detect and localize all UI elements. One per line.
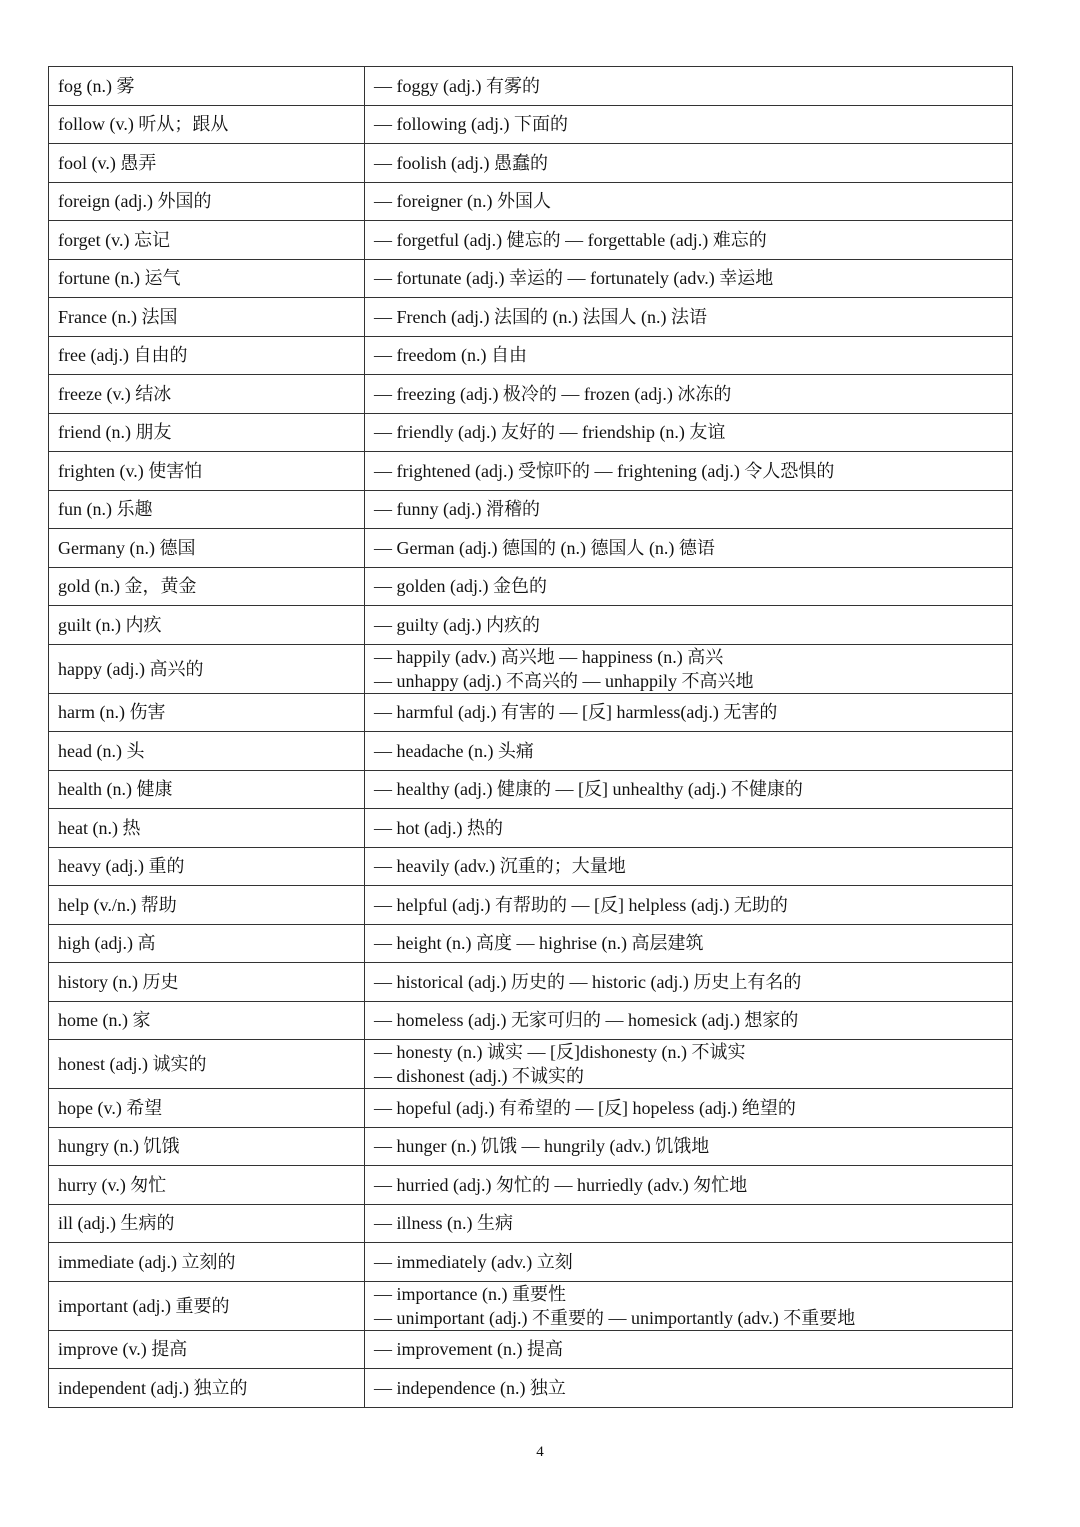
headword-cell: friend (n.) 朋友 — [49, 413, 365, 452]
derived-form-line: — hunger (n.) 饥饿 — hungrily (adv.) 饥饿地 — [374, 1136, 710, 1157]
derived-forms-cell — [365, 67, 1013, 106]
table-row — [49, 886, 1013, 925]
table-row — [49, 67, 1013, 106]
table-row — [49, 529, 1013, 568]
table-row — [49, 490, 1013, 529]
page-number: 4 — [536, 1444, 544, 1460]
table-row — [49, 924, 1013, 963]
headword-cell: independent (adj.) 独立的 — [49, 1369, 365, 1408]
derived-forms-cell — [365, 847, 1013, 886]
table-row — [49, 105, 1013, 144]
headword-cell: history (n.) 历史 — [49, 963, 365, 1002]
table-row — [49, 144, 1013, 183]
headword-cell: home (n.) 家 — [49, 1001, 365, 1040]
derived-form-line: — funny (adj.) 滑稽的 — [374, 499, 540, 520]
headword-cell: fog (n.) 雾 — [49, 67, 365, 106]
derived-form-line: — forgetful (adj.) 健忘的 — forgettable (adj.) 难忘的 — [374, 229, 767, 250]
derived-form-line: — fortunate (adj.) 幸运的 — fortunately (adv.) 幸运地 — [374, 268, 774, 289]
headword-cell: important (adj.) 重要的 — [49, 1281, 365, 1330]
derived-form-line: — foggy (adj.) 有雾的 — [374, 75, 540, 96]
derived-forms-cell — [365, 105, 1013, 144]
derived-forms-cell — [365, 529, 1013, 568]
derived-form-line: — happily (adv.) 高兴地 — happiness (n.) 高兴 — [374, 646, 724, 667]
derived-form-line: — hot (adj.) 热的 — [374, 817, 503, 838]
derived-form-line: — foolish (adj.) 愚蠢的 — [374, 152, 548, 173]
derived-forms-cell — [365, 886, 1013, 925]
headword-cell: fool (v.) 愚弄 — [49, 144, 365, 183]
derived-forms-cell — [365, 567, 1013, 606]
headword-cell: freeze (v.) 结冰 — [49, 375, 365, 414]
table-row — [49, 259, 1013, 298]
derived-form-line: — hurried (adj.) 匆忙的 — hurriedly (adv.) 匆忙地 — [374, 1174, 748, 1195]
derived-form-line: — unhappy (adj.) 不高兴的 — unhappily 不高兴地 — [374, 670, 754, 691]
derived-form-line: — foreigner (n.) 外国人 — [374, 191, 551, 212]
derived-form-line: — freezing (adj.) 极冷的 — frozen (adj.) 冰冻的 — [374, 383, 732, 404]
headword-cell: hurry (v.) 匆忙 — [49, 1166, 365, 1205]
derived-form-line: — helpful (adj.) 有帮助的 — [反] helpless (adj.) 无助的 — [374, 894, 788, 915]
derived-form-line: — healthy (adj.) 健康的 — [反] unhealthy (adj.) 不健康的 — [374, 779, 803, 800]
table-row — [49, 375, 1013, 414]
derived-forms-cell — [365, 1127, 1013, 1166]
table-row — [49, 1243, 1013, 1282]
derived-forms-cell — [365, 770, 1013, 809]
derived-forms-cell — [365, 413, 1013, 452]
derived-forms-cell — [365, 336, 1013, 375]
table-row — [49, 1127, 1013, 1166]
headword-cell: ill (adj.) 生病的 — [49, 1204, 365, 1243]
table-row — [49, 221, 1013, 260]
headword-cell: head (n.) 头 — [49, 732, 365, 771]
table-row — [49, 770, 1013, 809]
table-row — [49, 1040, 1013, 1089]
derived-form-line: — hopeful (adj.) 有希望的 — [反] hopeless (adj.) 绝望的 — [374, 1097, 796, 1118]
table-row — [49, 1281, 1013, 1330]
table-row — [49, 732, 1013, 771]
table-row — [49, 298, 1013, 337]
table-row — [49, 413, 1013, 452]
headword-cell: improve (v.) 提高 — [49, 1330, 365, 1369]
table-row — [49, 452, 1013, 491]
derived-forms-cell — [365, 1243, 1013, 1282]
headword-cell: fun (n.) 乐趣 — [49, 490, 365, 529]
derived-forms-cell — [365, 693, 1013, 732]
headword-cell: health (n.) 健康 — [49, 770, 365, 809]
derived-forms-cell — [365, 490, 1013, 529]
table-row — [49, 809, 1013, 848]
derived-forms-cell — [365, 924, 1013, 963]
headword-cell: follow (v.) 听从；跟从 — [49, 105, 365, 144]
table-row — [49, 1166, 1013, 1205]
table-row — [49, 1369, 1013, 1408]
derived-forms-cell — [365, 1369, 1013, 1408]
headword-cell: heavy (adj.) 重的 — [49, 847, 365, 886]
table-row — [49, 1330, 1013, 1369]
derived-forms-cell — [365, 182, 1013, 221]
headword-cell: high (adj.) 高 — [49, 924, 365, 963]
derived-forms-cell — [365, 732, 1013, 771]
headword-cell: France (n.) 法国 — [49, 298, 365, 337]
derived-forms-cell — [365, 1040, 1013, 1089]
derived-form-line: — freedom (n.) 自由 — [374, 345, 527, 366]
derived-forms-cell — [365, 1330, 1013, 1369]
derived-form-line: — height (n.) 高度 — highrise (n.) 高层建筑 — [374, 933, 704, 954]
headword-cell: harm (n.) 伤害 — [49, 693, 365, 732]
derived-forms-cell — [365, 259, 1013, 298]
headword-cell: Germany (n.) 德国 — [49, 529, 365, 568]
table-row — [49, 847, 1013, 886]
derived-form-line: — harmful (adj.) 有害的 — [反] harmless(adj.) 无害的 — [374, 702, 778, 723]
table-row — [49, 1001, 1013, 1040]
derived-form-line: — German (adj.) 德国的 (n.) 德国人 (n.) 德语 — [374, 537, 715, 558]
table-row — [49, 644, 1013, 693]
derived-form-line: — dishonest (adj.) 不诚实的 — [374, 1066, 584, 1086]
headword-cell: honest (adj.) 诚实的 — [49, 1040, 365, 1089]
derived-form-line: — following (adj.) 下面的 — [374, 114, 568, 135]
table-row — [49, 1089, 1013, 1128]
derived-forms-cell — [365, 644, 1013, 693]
derived-form-line: — immediately (adv.) 立刻 — [374, 1251, 573, 1272]
headword-cell: free (adj.) 自由的 — [49, 336, 365, 375]
derived-forms-cell — [365, 298, 1013, 337]
derived-form-line: — golden (adj.) 金色的 — [374, 576, 547, 597]
headword-cell: hope (v.) 希望 — [49, 1089, 365, 1128]
derived-forms-cell — [365, 1204, 1013, 1243]
derived-forms-cell — [365, 1281, 1013, 1330]
derived-forms-cell — [365, 1001, 1013, 1040]
headword-cell: gold (n.) 金，黄金 — [49, 567, 365, 606]
derived-form-line: — illness (n.) 生病 — [374, 1213, 513, 1234]
derived-form-line: — frightened (adj.) 受惊吓的 — frightening (adj.) 令人恐惧的 — [374, 460, 835, 481]
table-row — [49, 567, 1013, 606]
table-row — [49, 693, 1013, 732]
derived-forms-cell — [365, 375, 1013, 414]
derived-form-line: — friendly (adj.) 友好的 — friendship (n.) 友谊 — [374, 422, 726, 443]
derived-forms-cell — [365, 144, 1013, 183]
derived-form-line: — French (adj.) 法国的 (n.) 法国人 (n.) 法语 — [374, 306, 707, 327]
derived-form-line: — guilty (adj.) 内疚的 — [374, 614, 540, 635]
table-row — [49, 1204, 1013, 1243]
derived-form-line: — heavily (adv.) 沉重的；大量地 — [374, 856, 626, 877]
derived-forms-cell — [365, 963, 1013, 1002]
table-row — [49, 963, 1013, 1002]
derived-forms-cell — [365, 809, 1013, 848]
headword-cell: frighten (v.) 使害怕 — [49, 452, 365, 491]
headword-cell: guilt (n.) 内疚 — [49, 606, 365, 645]
headword-cell: heat (n.) 热 — [49, 809, 365, 848]
headword-cell: fortune (n.) 运气 — [49, 259, 365, 298]
derived-forms-cell — [365, 452, 1013, 491]
derived-form-line: — headache (n.) 头痛 — [374, 740, 534, 761]
derived-form-line: — honesty (n.) 诚实 — [反]dishonesty (n.) 不诚实 — [374, 1042, 746, 1062]
derived-forms-cell — [365, 221, 1013, 260]
derived-forms-cell — [365, 1166, 1013, 1205]
table-row — [49, 336, 1013, 375]
derived-form-line: — independence (n.) 独立 — [374, 1377, 566, 1398]
derived-form-line: — unimportant (adj.) 不重要的 — unimportantly (adv.) 不重要地 — [374, 1307, 856, 1328]
headword-cell: hungry (n.) 饥饿 — [49, 1127, 365, 1166]
headword-cell: forget (v.) 忘记 — [49, 221, 365, 260]
headword-cell: happy (adj.) 高兴的 — [49, 644, 365, 693]
derived-form-line: — importance (n.) 重要性 — [374, 1283, 566, 1304]
derived-forms-cell — [365, 606, 1013, 645]
table-row — [49, 182, 1013, 221]
vocabulary-table-body — [49, 67, 1013, 1408]
headword-cell: help (v./n.) 帮助 — [49, 886, 365, 925]
derived-form-line: — historical (adj.) 历史的 — historic (adj.) 历史上有名的 — [374, 971, 802, 992]
derived-form-line: — homeless (adj.) 无家可归的 — homesick (adj.) 想家的 — [374, 1010, 799, 1031]
derived-forms-cell — [365, 1089, 1013, 1128]
vocabulary-table — [48, 66, 1013, 1408]
headword-cell: foreign (adj.) 外国的 — [49, 182, 365, 221]
table-row — [49, 606, 1013, 645]
headword-cell: immediate (adj.) 立刻的 — [49, 1243, 365, 1282]
derived-form-line: — improvement (n.) 提高 — [374, 1339, 563, 1360]
